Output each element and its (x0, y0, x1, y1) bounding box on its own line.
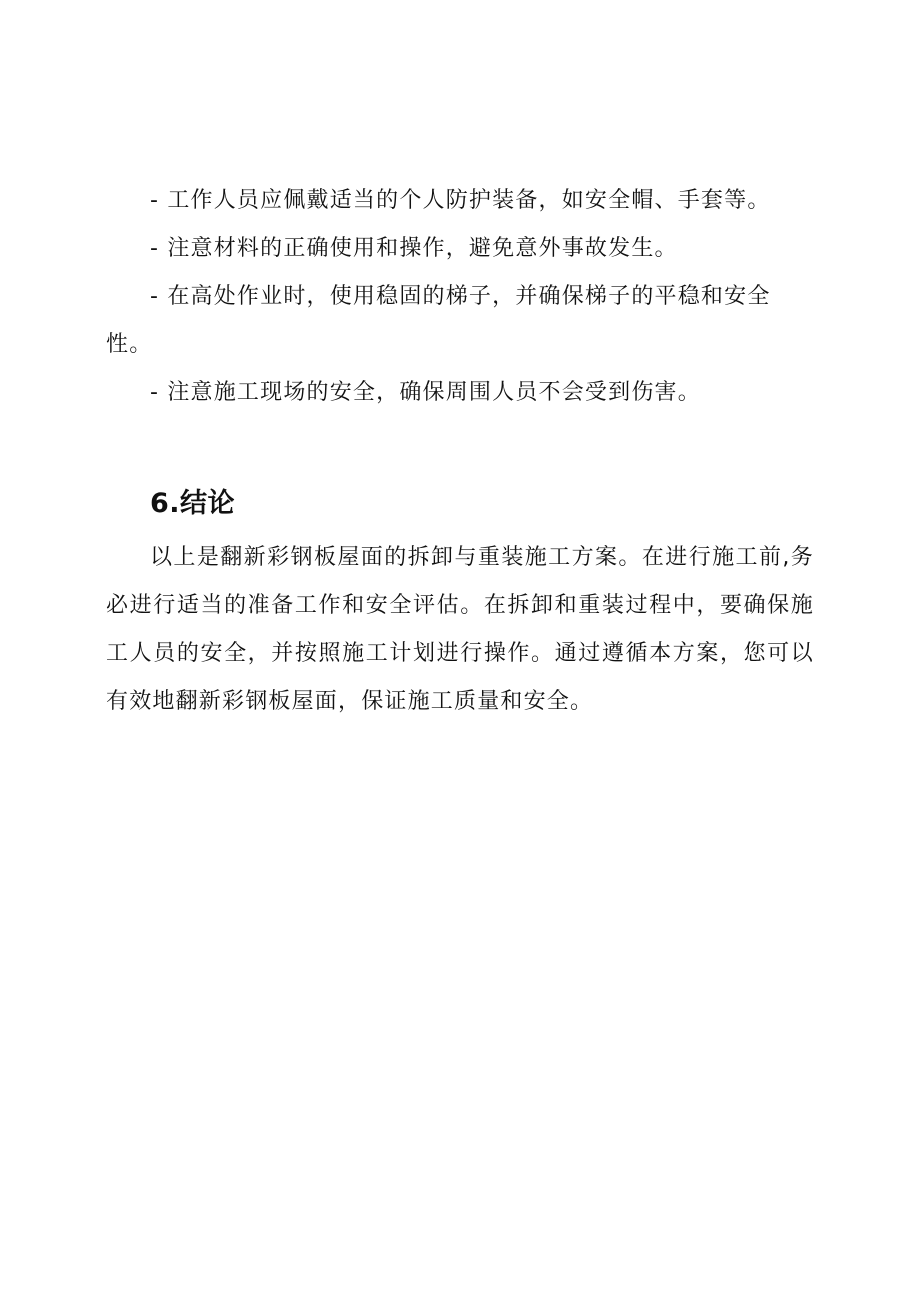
bullet-item: - 注意施工现场的安全，确保周围人员不会受到伤害。 (150, 380, 701, 405)
bullet-item: - 注意材料的正确使用和操作，避免意外事故发生。 (150, 236, 678, 261)
safety-bullet-list (106, 177, 812, 417)
section-heading: 6.结论 (150, 488, 236, 519)
bullet-item: - 在高处作业时，使用稳固的梯子，并确保梯子的平稳和安全性。 (106, 284, 771, 357)
conclusion-paragraph: 以上是翻新彩钢板屋面的拆卸与重装施工方案。在进行施工前,务必进行适当的准备工作和安全评估。在拆卸和重装过程中，要确保施工人员的安全，并按照施工计划进行操作。通过遵循本方案，您可以有效地翻新彩钢板屋面，保证施工质量和安全。 (106, 545, 814, 714)
bullet-item: - 工作人员应佩戴适当的个人防护装备，如安全帽、手套等。 (150, 188, 771, 213)
